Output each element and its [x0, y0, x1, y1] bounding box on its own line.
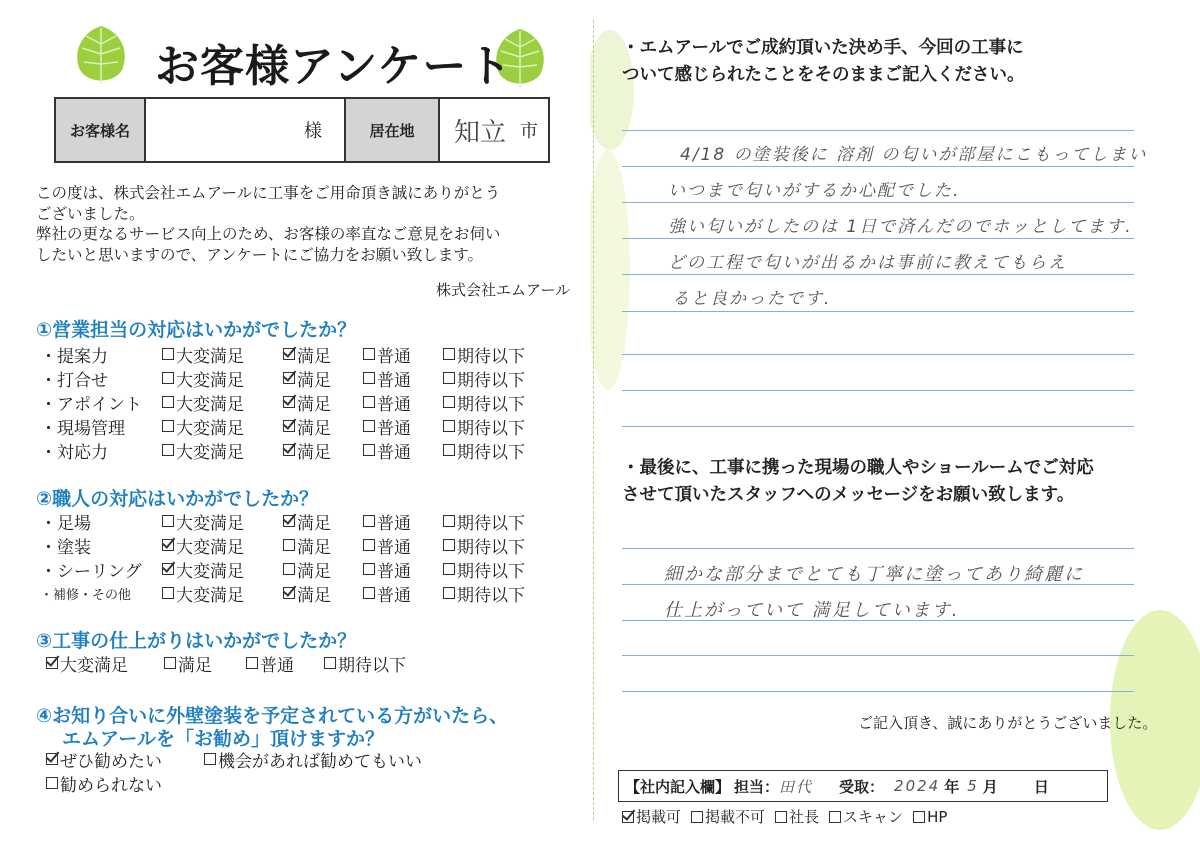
option-label: 普通: [377, 418, 411, 439]
checkbox[interactable]: [363, 539, 375, 551]
option-label: 普通: [377, 585, 411, 606]
option[interactable]: [775, 806, 819, 827]
ruled-line: [622, 691, 1134, 692]
company-name: 株式会社エムアール: [436, 281, 571, 299]
option[interactable]: [691, 806, 765, 827]
option[interactable]: [443, 414, 543, 439]
rating-row-label: ・現場管理: [40, 418, 125, 439]
page-title: お客様アンケート: [155, 41, 513, 92]
ruled-line: [622, 274, 1134, 275]
option-label: 大変満足: [176, 513, 244, 534]
option[interactable]: [363, 342, 443, 367]
column-divider: [593, 20, 594, 820]
rating-row: [40, 391, 543, 413]
year-value[interactable]: 2024: [894, 777, 941, 795]
foliage-decoration: [590, 30, 660, 470]
q1-title: ①営業担当の対応はいかがでしたか？: [36, 319, 357, 341]
address-label: 居在地: [346, 99, 440, 161]
option[interactable]: [363, 557, 443, 582]
option-label: 普通: [377, 394, 411, 415]
checkbox[interactable]: [443, 420, 455, 432]
option[interactable]: [283, 414, 363, 439]
option-label: 満足: [297, 418, 331, 439]
q5-question: [622, 35, 1025, 89]
option-label: 期待以下: [457, 346, 525, 367]
checkbox[interactable]: [164, 657, 176, 669]
option-label: 大変満足: [176, 561, 244, 582]
option[interactable]: [162, 581, 283, 606]
intro-line: この度は、株式会社エムアールに工事をご用命頂き誠にありがとう: [36, 184, 501, 202]
rating-row: [40, 415, 543, 437]
option[interactable]: [162, 342, 283, 367]
checkbox[interactable]: [691, 811, 703, 823]
option-label: 大変満足: [176, 394, 244, 415]
checkbox[interactable]: [283, 348, 295, 360]
rating-row-label: ・補修・その他: [40, 587, 132, 603]
checkbox[interactable]: [443, 515, 455, 527]
intro-text: [36, 183, 581, 265]
checkbox[interactable]: [283, 396, 295, 408]
checkbox[interactable]: [829, 811, 841, 823]
option[interactable]: [913, 808, 947, 826]
tantou-value[interactable]: 田代: [779, 777, 814, 796]
option-label: 勧められない: [60, 775, 162, 796]
checkbox[interactable]: [283, 563, 295, 575]
checkbox[interactable]: [283, 444, 295, 456]
option[interactable]: [363, 438, 443, 463]
checkbox[interactable]: [443, 372, 455, 384]
ruled-line: [622, 166, 1134, 167]
option-label: 普通: [377, 537, 411, 558]
checkbox[interactable]: [363, 587, 375, 599]
checkbox[interactable]: [162, 563, 174, 575]
checkbox[interactable]: [443, 563, 455, 575]
option[interactable]: [443, 390, 543, 415]
month-value[interactable]: 5: [967, 777, 979, 795]
option[interactable]: [363, 533, 443, 558]
checkbox[interactable]: [283, 587, 295, 599]
option-label: 大変満足: [60, 655, 128, 676]
customer-info-table: [54, 97, 550, 163]
option-label: 普通: [377, 513, 411, 534]
option[interactable]: [363, 366, 443, 391]
option-label: 大変満足: [176, 346, 244, 367]
checkbox[interactable]: [363, 444, 375, 456]
option[interactable]: [283, 557, 363, 582]
checkbox[interactable]: [443, 444, 455, 456]
checkbox[interactable]: [46, 777, 58, 789]
option-label: 掲載可: [636, 808, 682, 826]
option[interactable]: [443, 581, 543, 606]
checkbox[interactable]: [363, 420, 375, 432]
option[interactable]: [363, 390, 443, 415]
checkbox[interactable]: [204, 753, 216, 765]
option[interactable]: [443, 557, 543, 582]
month-label: 月: [982, 777, 998, 796]
ruled-line: [622, 354, 1134, 355]
checkbox[interactable]: [46, 753, 58, 765]
address-suffix: 市: [520, 121, 538, 142]
ruled-line: [622, 130, 1134, 131]
address-value: 知立: [454, 117, 507, 148]
option-label: ぜひ勧めたい: [60, 751, 162, 772]
option-label: 機会があれば勧めてもいい: [218, 751, 422, 772]
q4-options-row2: [46, 772, 162, 794]
rating-row-label: ・シーリング: [40, 561, 142, 582]
q6-line: ・最後に、工事に携った現場の職人やショールームでご対応: [622, 458, 1094, 478]
checkbox[interactable]: [246, 657, 258, 669]
option-label: 期待以下: [457, 561, 525, 582]
answer5-line: 4/18 の塗装後に 溶剤 の匂いが部屋にこもってしまい: [680, 145, 1148, 165]
answer5-line: どの工程で匂いが出るかは事前に教えてもらえ: [668, 253, 1067, 273]
rating-row: [40, 343, 543, 365]
option-label: 大変満足: [176, 370, 244, 391]
option-label: 満足: [297, 513, 331, 534]
checkbox[interactable]: [162, 515, 174, 527]
option[interactable]: [164, 651, 246, 676]
q4-title-line2: エムアールを「お勧め」頂けますか？: [62, 728, 385, 750]
ruled-line: [622, 390, 1134, 391]
option-label: 期待以下: [457, 513, 525, 534]
rating-row: [40, 558, 543, 580]
checkbox[interactable]: [324, 657, 336, 669]
checkbox[interactable]: [162, 372, 174, 384]
option-label: スキャン: [843, 808, 904, 826]
checkbox[interactable]: [283, 515, 295, 527]
intro-line: したいと思いますので、アンケートにご協力をお願い致します。: [36, 245, 484, 264]
checkbox[interactable]: [443, 587, 455, 599]
option[interactable]: [246, 651, 324, 676]
checkbox[interactable]: [162, 420, 174, 432]
option-label: 満足: [297, 537, 331, 558]
checkbox[interactable]: [622, 811, 634, 823]
day-label: 日: [1033, 777, 1049, 796]
customer-name-label: お客様名: [56, 99, 146, 161]
customer-suffix: 様: [304, 121, 322, 142]
option[interactable]: [283, 342, 363, 367]
option-label: 普通: [377, 346, 411, 367]
option-label: 普通: [377, 561, 411, 582]
checkbox[interactable]: [363, 348, 375, 360]
checkbox[interactable]: [443, 396, 455, 408]
option-label: 満足: [297, 346, 331, 367]
option[interactable]: [162, 414, 283, 439]
checkbox[interactable]: [162, 444, 174, 456]
rating-row-label: ・打合せ: [40, 370, 108, 391]
checkbox[interactable]: [443, 348, 455, 360]
ruled-line: [622, 238, 1134, 239]
rating-row: [40, 439, 543, 461]
checkbox[interactable]: [162, 396, 174, 408]
q2-title: ②職人の対応はいかがでしたか？: [36, 488, 319, 510]
option-label: 期待以下: [457, 442, 525, 463]
ruled-line: [622, 202, 1134, 203]
intro-line: 弊社の更なるサービス向上のため、お客様の率直なご意見をお伺い: [36, 225, 501, 243]
checkbox[interactable]: [775, 811, 787, 823]
ruled-line: [622, 548, 1134, 549]
option[interactable]: [162, 533, 283, 558]
q4-opt-recommend[interactable]: [46, 747, 204, 772]
option[interactable]: [443, 509, 543, 534]
checkbox[interactable]: [363, 396, 375, 408]
option-label: 期待以下: [457, 537, 525, 558]
option[interactable]: [443, 342, 543, 367]
option[interactable]: [363, 414, 443, 439]
rating-row-label: ・アポイント: [40, 394, 142, 415]
option[interactable]: [443, 533, 543, 558]
checkbox[interactable]: [162, 587, 174, 599]
checkbox[interactable]: [283, 372, 295, 384]
option[interactable]: [283, 438, 363, 463]
q4-options-row1: [46, 748, 422, 770]
internal-checks: [622, 806, 957, 827]
customer-name-field[interactable]: [146, 99, 346, 161]
option[interactable]: [283, 366, 363, 391]
checkbox[interactable]: [46, 657, 58, 669]
checkbox[interactable]: [443, 539, 455, 551]
option[interactable]: [829, 806, 903, 827]
option[interactable]: [443, 438, 543, 463]
rating-row-label: ・提案力: [40, 346, 108, 367]
thanks-text: ご記入頂き、誠にありがとうございました。: [858, 714, 1158, 732]
answer5-line: いつまで匂いがするか心配でした.: [668, 181, 961, 201]
option[interactable]: [162, 366, 283, 391]
option-label: 満足: [297, 585, 331, 606]
rating-row-label: ・足場: [40, 513, 91, 534]
option[interactable]: [46, 651, 164, 676]
rating-row: [40, 367, 543, 389]
checkbox[interactable]: [363, 563, 375, 575]
option-label: 満足: [297, 442, 331, 463]
uketori-label: 受取：: [839, 777, 885, 796]
rating-row-label: ・対応力: [40, 442, 108, 463]
option[interactable]: [324, 651, 424, 676]
option-label: 普通: [377, 442, 411, 463]
option[interactable]: [443, 366, 543, 391]
q6-line: させて頂いたスタッフへのメッセージをお願い致します。: [622, 485, 1075, 505]
option[interactable]: [622, 806, 681, 827]
option[interactable]: [162, 557, 283, 582]
option[interactable]: [283, 390, 363, 415]
checkbox[interactable]: [913, 811, 925, 823]
checkbox[interactable]: [162, 539, 174, 551]
option-label: 満足: [297, 394, 331, 415]
rating-row-label: ・塗装: [40, 537, 91, 558]
option-label: 期待以下: [457, 585, 525, 606]
year-label: 年: [944, 777, 960, 796]
option-label: 満足: [297, 561, 331, 582]
option-label: 大変満足: [176, 585, 244, 606]
q4-opt-maybe[interactable]: [204, 747, 422, 772]
leaf-icon-left: [68, 22, 134, 88]
checkbox[interactable]: [363, 372, 375, 384]
option-label: 大変満足: [176, 442, 244, 463]
option-label: HP: [927, 807, 948, 826]
option[interactable]: [162, 509, 283, 534]
address-field[interactable]: [440, 99, 548, 161]
option[interactable]: [283, 533, 363, 558]
rating-row: [40, 582, 543, 604]
q4-opt-no[interactable]: [46, 771, 162, 796]
checkbox[interactable]: [283, 420, 295, 432]
answer5-line: ると良かったです.: [672, 289, 832, 309]
option-label: 普通: [377, 370, 411, 391]
q4-title-line1: ④お知り合いに外壁塗装を予定されている方がいたら、: [36, 705, 509, 727]
option-label: 大変満足: [176, 418, 244, 439]
option[interactable]: [363, 509, 443, 534]
ruled-line: [622, 655, 1134, 656]
intro-line: ございました。: [36, 204, 145, 223]
option-label: 社長: [789, 808, 820, 826]
option[interactable]: [283, 509, 363, 534]
option[interactable]: [162, 390, 283, 415]
tantou-label: 担当：: [734, 777, 780, 796]
option-label: 期待以下: [457, 418, 525, 439]
q3-title: ③工事の仕上がりはいかがでしたか？: [36, 630, 357, 652]
q6-question: [622, 455, 1094, 509]
option-label: 掲載不可: [705, 808, 766, 826]
option[interactable]: [363, 581, 443, 606]
checkbox[interactable]: [162, 348, 174, 360]
answer6-line: 仕上がっていて 満足しています.: [664, 600, 960, 621]
option-label: 満足: [297, 370, 331, 391]
option-label: 満足: [178, 655, 212, 676]
option[interactable]: [283, 581, 363, 606]
checkbox[interactable]: [283, 539, 295, 551]
option-label: 普通: [260, 655, 294, 676]
q3-options: [46, 652, 424, 674]
ruled-line: [622, 426, 1134, 427]
option-label: 大変満足: [176, 537, 244, 558]
answer5-line: 強い匂いがしたのは 1日で済んだのでホッとしてます.: [668, 217, 1133, 237]
rating-row: [40, 534, 543, 556]
q5-line: ・エムアールでご成約頂いた決め手、今回の工事に: [622, 38, 1024, 58]
option-label: 期待以下: [338, 655, 406, 676]
ruled-line: [622, 311, 1134, 312]
option[interactable]: [162, 438, 283, 463]
answer6-line: 細かな部分までとても丁寧に塗ってあり綺麗に: [664, 564, 1084, 585]
option-label: 期待以下: [457, 394, 525, 415]
checkbox[interactable]: [363, 515, 375, 527]
option-label: 期待以下: [457, 370, 525, 391]
internal-use-box: [618, 770, 1108, 802]
rating-row: [40, 510, 543, 532]
q5-line: ついて感じられたことをそのままご記入ください。: [622, 65, 1025, 85]
internal-label: 【社内記入欄】: [625, 777, 731, 796]
